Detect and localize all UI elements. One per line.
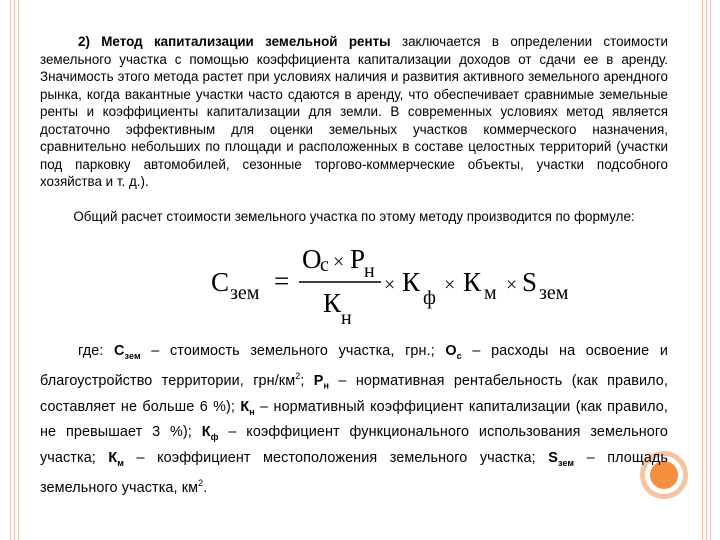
legend-kn-sub: н [249, 406, 255, 417]
legend-kf-symbol: К [201, 424, 211, 441]
formula-s-sub: зем [539, 282, 569, 304]
formula-c-sub: зем [230, 282, 260, 304]
formula-km: К [463, 267, 482, 297]
formula-p: Р [350, 244, 366, 274]
legend-o-end: ; [300, 373, 314, 390]
capitalization-formula [0, 236, 720, 336]
formula-times-1: × [333, 251, 345, 273]
formula-kf: К [402, 267, 421, 297]
legend-o-sub: с [456, 350, 462, 361]
legend-p-symbol: Р [313, 373, 324, 390]
legend-s-sub: зем [557, 457, 575, 468]
legend-km-def: – коэффициент местоположения земельного участка; [124, 449, 549, 466]
formula-p-sub: н [364, 260, 375, 282]
legend-km-sub: м [117, 457, 125, 468]
method-description-text: заключается в определении стоимости земельного участка с помощью коэффициента капитализации доходов от сдачи ее в аренду. Значимость этого метода растет при условиях наличия и развития активного земельного арендного рынка, когда вакантные участки часто сдаются в аренду, что обеспечивает сравнимые земельные ренты и коэффициенты капитализации для земли. В современных условиях метод является достаточно эффективным для оценки земельных участков коммерческого назначения, сравнительно небольших по площади и расположенных в составе целостных территорий (участки под парковку автомобилей, сезонные торгово-коммерческие объекты, участки подсобного хозяйства и т. д.). [40, 34, 668, 189]
legend-o-symbol: О [445, 343, 457, 359]
symbol-legend-paragraph [40, 341, 668, 499]
formula-c: С [211, 267, 230, 297]
legend-km-symbol: К [108, 449, 118, 466]
formula-s: S [522, 267, 538, 297]
legend-p-def: – нормативная рентабельность (как правило, составляет не больше 6 %); [40, 373, 668, 415]
formula-svg [0, 236, 720, 336]
formula-o: О [302, 244, 322, 274]
legend-o-sup: 2 [295, 371, 301, 382]
formula-km-sub: м [484, 282, 497, 304]
formula-k-denominator: К [323, 288, 342, 318]
legend-c-symbol: С [114, 343, 125, 359]
method-title: 2) Метод капитализации земельной ренты [78, 34, 391, 49]
method-description-paragraph [40, 33, 668, 191]
legend-s-end: . [203, 479, 208, 496]
legend-p-sub: н [323, 381, 330, 392]
legend-s-sup: 2 [198, 478, 204, 489]
formula-times-3: × [444, 274, 456, 296]
legend-where: где: [78, 343, 114, 359]
formula-times-2: × [384, 274, 396, 296]
formula-k-denominator-sub: н [341, 307, 352, 329]
formula-kf-sub: ф [423, 287, 436, 309]
legend-c-sub: зем [124, 350, 141, 361]
formula-intro-text: Общий расчет стоимости земельного участка по этому методу производится по формуле: [73, 209, 635, 224]
legend-s-def: – площадь земельного участка, км [40, 449, 668, 496]
legend-o-def: – расходы на освоение и благоустройство территории, грн/км [40, 343, 668, 390]
formula-times-4: × [506, 274, 518, 296]
legend-kn-symbol: К [240, 398, 250, 415]
legend-c-def: – стоимость земельного участка, грн.; [140, 343, 446, 359]
legend-kf-def: – коэффициент функционального использования земельного участка; [40, 424, 668, 466]
formula-o-sub: с [320, 254, 329, 276]
legend-kn-def: – нормативный коэффициент капитализации (как правило, не превышает 3 %); [40, 398, 668, 441]
legend-kf-sub: ф [210, 432, 219, 443]
formula-equals: = [274, 266, 290, 296]
legend-s-symbol: S [548, 449, 558, 466]
